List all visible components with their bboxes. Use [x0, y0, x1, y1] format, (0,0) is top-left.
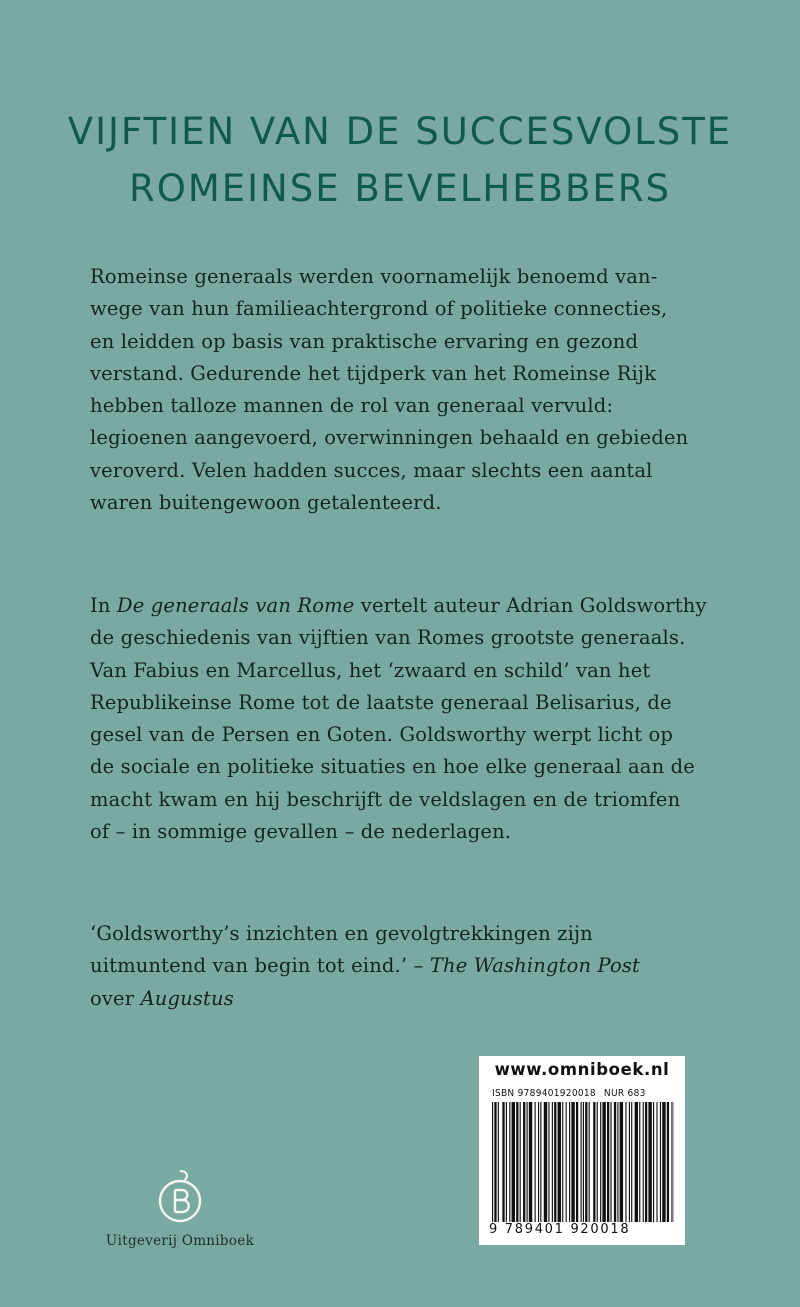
- barcode-bar: [502, 1102, 504, 1222]
- blurb-line: [90, 590, 770, 622]
- barcode-bar: [631, 1102, 632, 1222]
- blurb-line: wege van hun familieachtergrond of politieke connecties,: [90, 297, 668, 321]
- barcode-bar: [554, 1102, 556, 1222]
- barcode-bars: [492, 1102, 674, 1222]
- barcode-bar: [629, 1102, 630, 1222]
- barcode-bar: [498, 1102, 499, 1222]
- barcode-bar: [576, 1102, 578, 1222]
- quote-book: Augustus: [140, 986, 234, 1010]
- barcode-bar: [671, 1102, 672, 1222]
- blurb-line: macht kwam en hij beschrijft de veldslagen en de triomfen: [90, 787, 681, 811]
- barcode-bar: [506, 1102, 507, 1222]
- barcode-bar: [656, 1102, 657, 1222]
- barcode-bar: [512, 1102, 515, 1222]
- barcode-bar: [648, 1102, 651, 1222]
- blurb-line: waren buitengewoon getalenteerd.: [90, 491, 442, 515]
- barcode-bar: [566, 1102, 567, 1222]
- barcode-bar: [585, 1102, 587, 1222]
- barcode-bar: [583, 1102, 584, 1222]
- barcode-bar: [610, 1102, 611, 1222]
- barcode-bar: [529, 1102, 532, 1222]
- barcode-bar: [527, 1102, 528, 1222]
- blurb-line: gesel van de Persen en Goten. Goldsworthy werpt licht op: [90, 723, 674, 747]
- barcode-bar: [535, 1102, 536, 1222]
- publisher-website: www.omniboek.nl: [494, 1060, 670, 1079]
- barcode-bar: [645, 1102, 647, 1222]
- blurb-line: hebben talloze mannen de rol van generaal vervuld:: [90, 394, 614, 418]
- quote-source: The Washington Post: [429, 954, 641, 978]
- barcode-bar: [544, 1102, 547, 1222]
- blurb-text: In: [90, 594, 117, 617]
- barcode-bar: [540, 1102, 541, 1222]
- cover-title-line-1: VIJFTIEN VAN DE SUCCESVOLSTE: [67, 110, 733, 153]
- barcode-bar: [614, 1102, 616, 1222]
- barcode-bar: [538, 1102, 539, 1222]
- quote-line: ‘Goldsworthy’s inzichten en gevolgtrekkingen zijn: [90, 922, 593, 945]
- cover-title-line-2: ROMEINSE BEVELHEBBERS: [129, 167, 671, 210]
- barcode-bar: [653, 1102, 654, 1222]
- barcode-bar: [571, 1102, 574, 1222]
- barcode-bar: [600, 1102, 601, 1222]
- blurb-paragraph-2: [90, 590, 770, 848]
- barcode-bar: [589, 1102, 590, 1222]
- barcode-bar: [643, 1102, 644, 1222]
- blurb-line: verstand. Gedurende het tijdperk van het Romeinse Rijk: [90, 361, 657, 385]
- barcode-bar: [617, 1102, 618, 1222]
- quote-text: uitmuntend van begin tot eind.’ –: [90, 954, 430, 978]
- blurb-paragraph-1: [90, 261, 770, 519]
- barcode-bar: [635, 1102, 638, 1222]
- blurb-line: de sociale en politieke situaties en hoe elke generaal aan de: [90, 755, 695, 779]
- barcode-bar: [662, 1102, 665, 1222]
- omniboek-logo-icon: [156, 1168, 204, 1226]
- blurb-line: of – in sommige gevallen – de nederlagen.: [90, 820, 512, 844]
- barcode-bar: [607, 1102, 609, 1222]
- publisher-name: Uitgeverij Omniboek: [105, 1233, 255, 1249]
- barcode-bar: [552, 1102, 553, 1222]
- blurb-line: en leidden op basis van praktische ervaring en gezond: [90, 329, 639, 353]
- barcode-bar: [639, 1102, 640, 1222]
- barcode-bar: [494, 1102, 496, 1222]
- blurb-line: de geschiedenis van vijftien van Romes grootste generaals.: [90, 626, 686, 650]
- barcode-bar: [625, 1102, 626, 1222]
- isbn-label: ISBN 9789401920018: [492, 1088, 596, 1099]
- blurb-line: Van Fabius en Marcellus, het ‘zwaard en schild’ van het: [90, 658, 651, 682]
- nur-label: NUR 683: [603, 1088, 646, 1099]
- barcode-bar: [620, 1102, 623, 1222]
- barcode-bar: [593, 1102, 595, 1222]
- barcode-digits: 9 789401 920018: [489, 1222, 631, 1237]
- blurb-line: Republikeinse Rome tot de laatste generaal Belisarius, de: [90, 690, 672, 714]
- barcode-bar: [548, 1102, 549, 1222]
- barcode-bar: [516, 1102, 518, 1222]
- blurb-text: vertelt auteur Adrian Goldsworthy: [354, 594, 707, 617]
- blurb-line: legioenen aangevoerd, overwinningen behaald en gebieden: [90, 426, 689, 450]
- blurb-line: Romeinse generaals werden voornamelijk benoemd van-: [90, 265, 658, 288]
- barcode-bar: [523, 1102, 525, 1222]
- quote-text: over: [90, 986, 141, 1010]
- cover-title: [0, 103, 800, 217]
- blurb-line: veroverd. Velen hadden succes, maar slechts een aantal: [90, 458, 653, 482]
- book-title: De generaals van Rome: [116, 594, 355, 617]
- barcode-bar: [558, 1102, 561, 1222]
- quote-line: [90, 950, 770, 982]
- barcode-bar: [581, 1102, 582, 1222]
- isbn-line: [492, 1088, 646, 1099]
- barcode-bar: [509, 1102, 510, 1222]
- quote-line: [90, 983, 770, 1015]
- review-quote: [90, 918, 770, 1015]
- barcode-bar: [660, 1102, 661, 1222]
- barcode-bar: [597, 1102, 598, 1222]
- barcode-bar: [492, 1102, 493, 1222]
- barcode-bar: [562, 1102, 563, 1222]
- barcode-panel: [479, 1056, 685, 1245]
- barcode-bar: [602, 1102, 605, 1222]
- barcode-bar: [569, 1102, 570, 1222]
- barcode-bar: [667, 1102, 669, 1222]
- barcode-bar: [520, 1102, 521, 1222]
